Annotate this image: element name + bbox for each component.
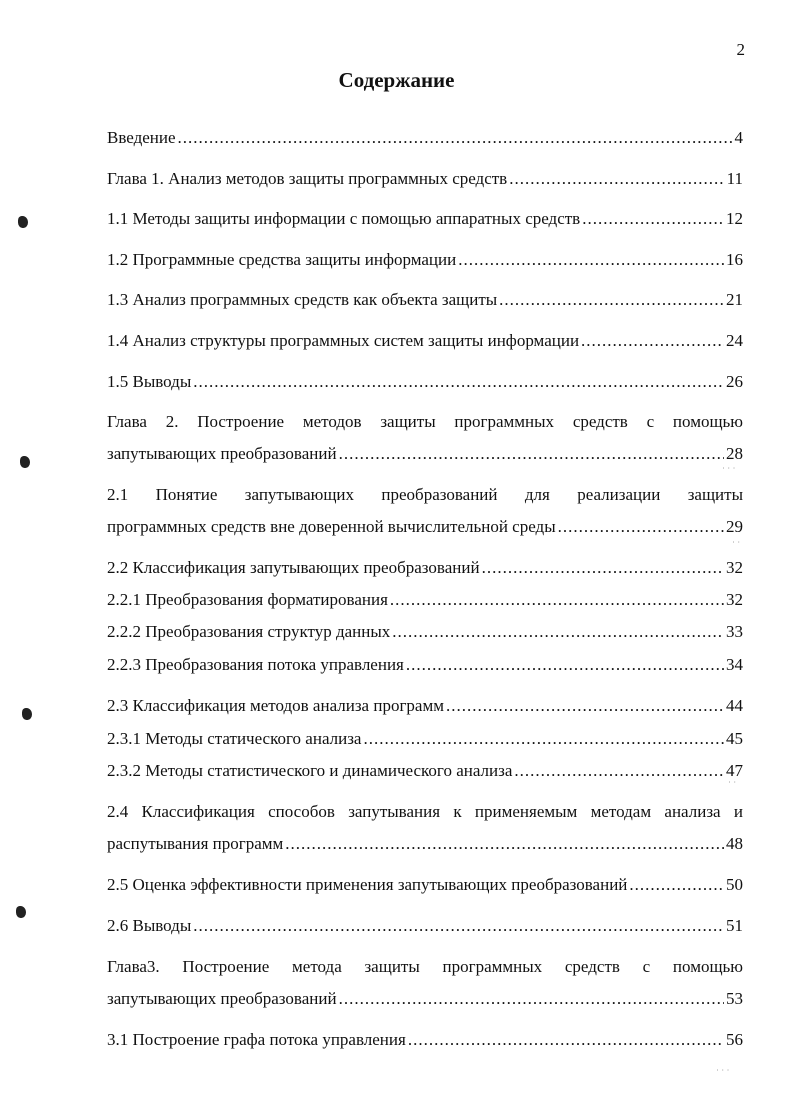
dot-leader	[558, 516, 724, 538]
dot-leader	[408, 1029, 724, 1051]
scan-speck: ˙ ˙	[732, 540, 741, 550]
page-title: Содержание	[338, 68, 455, 92]
toc-entry-text: программных средств вне доверенной вычислительной среды	[107, 517, 556, 536]
toc-entry-page: 51	[726, 916, 743, 935]
toc-entry-text: Глава 2. Построение методов защиты программных средств с помощью	[107, 412, 743, 431]
toc-entry	[107, 915, 743, 937]
toc-entry-page: 47	[726, 761, 743, 780]
toc-entry-text: запутывающих преобразований	[107, 444, 337, 463]
toc-entry-page: 53	[726, 989, 743, 1008]
dot-leader	[285, 833, 724, 855]
binding-hole-mark	[22, 708, 32, 720]
toc-entry-heading	[107, 484, 743, 506]
toc-entry-page: 29	[726, 517, 743, 536]
toc-entry	[107, 874, 743, 896]
toc-entry-text: 3.1 Построение графа потока управления	[107, 1030, 406, 1049]
toc-entry	[107, 728, 743, 750]
toc-entry-page: 26	[726, 372, 743, 391]
toc-entry	[107, 1029, 743, 1051]
binding-hole-mark	[18, 216, 28, 228]
dot-leader	[446, 695, 724, 717]
toc-entry-heading	[107, 956, 743, 978]
toc-entry-text: 2.2.3 Преобразования потока управления	[107, 655, 404, 674]
toc-entry-page: 4	[734, 128, 743, 147]
toc-entry	[107, 443, 743, 465]
toc-entry	[107, 168, 743, 190]
toc-entry-page: 50	[726, 875, 743, 894]
toc-entry-text: распутывания программ	[107, 834, 284, 853]
toc-entry-page: 28	[726, 444, 743, 463]
toc-entry-text: 2.5 Оценка эффективности применения запутывающих преобразований	[107, 875, 628, 894]
dot-leader	[406, 654, 724, 676]
toc-entry-text: 2.6 Выводы	[107, 916, 192, 935]
toc-entry-text: запутывающих преобразований	[107, 989, 337, 1008]
toc-entry-page: 44	[726, 696, 743, 715]
toc-entry-text: Введение	[107, 128, 176, 147]
toc-entry	[107, 557, 743, 579]
dot-leader	[582, 208, 724, 230]
toc-entry-page: 24	[726, 331, 743, 350]
toc-entry-page: 45	[726, 729, 743, 748]
scan-speck: ˙ ˙	[728, 780, 737, 790]
dot-leader	[514, 760, 724, 782]
dot-leader	[193, 371, 724, 393]
toc-entry	[107, 760, 743, 782]
toc-entry-text: Глава3. Построение метода защиты программных средств с помощью	[107, 957, 743, 976]
toc-entry	[107, 833, 743, 855]
dot-leader	[178, 127, 733, 149]
toc-entry-page: 16	[726, 250, 743, 269]
dot-leader	[363, 728, 724, 750]
scan-speck: ˙ ˙ ˙	[722, 466, 736, 476]
toc-entry	[107, 249, 743, 271]
toc-entry-page: 12	[726, 209, 743, 228]
binding-hole-mark	[20, 456, 30, 468]
toc-entry-text: 1.5 Выводы	[107, 372, 192, 391]
dot-leader	[482, 557, 724, 579]
dot-leader	[193, 915, 724, 937]
toc-entry	[107, 371, 743, 393]
toc-entry	[107, 654, 743, 676]
toc-entry-text: 2.2.2 Преобразования структур данных	[107, 622, 391, 641]
toc-entry-text: Глава 1. Анализ методов защиты программных средств	[107, 169, 508, 188]
toc-entry-page: 33	[726, 622, 743, 641]
toc-entry-page: 34	[726, 655, 743, 674]
toc-entry-page: 11	[726, 169, 743, 188]
dot-leader	[390, 589, 724, 611]
toc-entry-text: 2.3.2 Методы статистического и динамического анализа	[107, 761, 513, 780]
dot-leader	[458, 249, 724, 271]
toc-entry-text: 1.2 Программные средства защиты информации	[107, 250, 457, 269]
dot-leader	[339, 988, 724, 1010]
toc-entry-page: 21	[726, 290, 743, 309]
toc-entry-heading	[107, 801, 743, 823]
toc-entry-text: 2.3 Классификация методов анализа программ	[107, 696, 444, 715]
toc-entry	[107, 695, 743, 717]
toc-entry-text: 2.4 Классификация способов запутывания к применяемым методам анализа и	[107, 802, 743, 821]
toc-entry-text: 2.2 Классификация запутывающих преобразований	[107, 558, 480, 577]
toc-entry-page: 56	[726, 1030, 743, 1049]
toc-entry	[107, 621, 743, 643]
toc-entry-page: 32	[726, 590, 743, 609]
toc-entry-text: 1.3 Анализ программных средств как объекта защиты	[107, 290, 498, 309]
dot-leader	[629, 874, 724, 896]
toc-entry-text: 2.3.1 Методы статического анализа	[107, 729, 362, 748]
dot-leader	[392, 621, 724, 643]
toc-entry-text: 2.1 Понятие запутывающих преобразований для реализации защиты	[107, 485, 743, 504]
dot-leader	[339, 443, 724, 465]
toc-entry	[107, 208, 743, 230]
dot-leader	[509, 168, 724, 190]
page-number: 2	[736, 40, 745, 59]
toc-entry	[107, 988, 743, 1010]
toc-entry	[107, 289, 743, 311]
toc-entry-page: 32	[726, 558, 743, 577]
toc-entry-page: 48	[726, 834, 743, 853]
dot-leader	[581, 330, 724, 352]
scan-speck: ˙ ˙ ˙	[716, 1068, 730, 1078]
toc-entry	[107, 127, 743, 149]
toc-entry-text: 2.2.1 Преобразования форматирования	[107, 590, 388, 609]
toc-entry	[107, 330, 743, 352]
toc-entry-heading	[107, 411, 743, 433]
toc-entry-text: 1.4 Анализ структуры программных систем защиты информации	[107, 331, 580, 350]
binding-hole-mark	[16, 906, 26, 918]
dot-leader	[499, 289, 724, 311]
toc-entry	[107, 589, 743, 611]
toc-entry	[107, 516, 743, 538]
toc-entry-text: 1.1 Методы защиты информации с помощью аппаратных средств	[107, 209, 581, 228]
